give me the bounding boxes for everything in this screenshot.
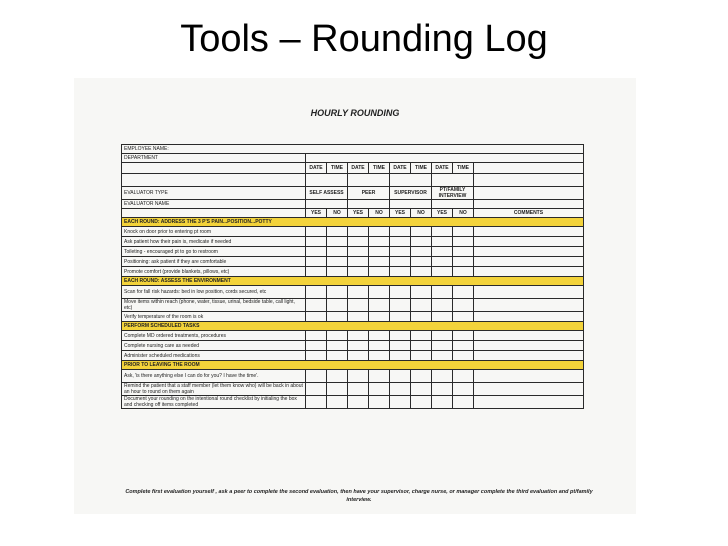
yes-checkbox[interactable] bbox=[390, 286, 411, 299]
checklist-item: Administer scheduled medications bbox=[122, 351, 306, 361]
no-checkbox[interactable] bbox=[411, 257, 432, 267]
checklist-item: Ask patient how their pain is, medicate if needed bbox=[122, 237, 306, 247]
yes-checkbox[interactable] bbox=[390, 396, 411, 409]
yes-checkbox[interactable] bbox=[306, 383, 327, 396]
no-checkbox[interactable] bbox=[369, 383, 390, 396]
yes-checkbox[interactable] bbox=[306, 286, 327, 299]
checklist-item: Verify temperature of the room is ok bbox=[122, 312, 306, 322]
yes-checkbox[interactable] bbox=[306, 331, 327, 341]
yes-checkbox[interactable] bbox=[390, 237, 411, 247]
date-time-field[interactable] bbox=[348, 174, 390, 187]
no-checkbox[interactable] bbox=[369, 370, 390, 383]
yes-checkbox[interactable] bbox=[432, 247, 453, 257]
yes-checkbox[interactable] bbox=[390, 257, 411, 267]
no-checkbox[interactable] bbox=[453, 331, 474, 341]
yes-checkbox[interactable] bbox=[432, 396, 453, 409]
no-checkbox[interactable] bbox=[411, 237, 432, 247]
no-checkbox[interactable] bbox=[411, 299, 432, 312]
yes-checkbox[interactable] bbox=[306, 351, 327, 361]
yes-checkbox[interactable] bbox=[348, 351, 369, 361]
no-checkbox[interactable] bbox=[453, 247, 474, 257]
no-checkbox[interactable] bbox=[453, 370, 474, 383]
checklist-item: Toileting - encouraged pt to go to restroom bbox=[122, 247, 306, 257]
yes-checkbox[interactable] bbox=[432, 267, 453, 277]
yes-checkbox[interactable] bbox=[432, 331, 453, 341]
date-time-field[interactable] bbox=[390, 174, 432, 187]
evaluator-name-field[interactable] bbox=[306, 200, 348, 209]
time-header: TIME bbox=[411, 163, 432, 174]
comments-field[interactable] bbox=[474, 267, 584, 277]
section-header: PERFORM SCHEDULED TASKS bbox=[122, 322, 584, 331]
department-label: DEPARTMENT bbox=[122, 154, 306, 163]
no-checkbox[interactable] bbox=[327, 331, 348, 341]
no-checkbox[interactable] bbox=[327, 247, 348, 257]
no-checkbox[interactable] bbox=[327, 299, 348, 312]
blank-cell bbox=[474, 187, 584, 200]
no-checkbox[interactable] bbox=[411, 331, 432, 341]
supervisor-header: SUPERVISOR bbox=[390, 187, 432, 200]
time-header: TIME bbox=[453, 163, 474, 174]
yes-checkbox[interactable] bbox=[432, 257, 453, 267]
evaluator-name-field[interactable] bbox=[432, 200, 474, 209]
no-checkbox[interactable] bbox=[369, 396, 390, 409]
no-header: NO bbox=[411, 209, 432, 218]
evaluator-name-label: EVALUATOR NAME bbox=[122, 200, 306, 209]
no-checkbox[interactable] bbox=[327, 267, 348, 277]
yes-checkbox[interactable] bbox=[432, 237, 453, 247]
section-header: EACH ROUND: ADDRESS THE 3 P'S PAIN...POSITION...POTTY bbox=[122, 218, 584, 227]
yes-checkbox[interactable] bbox=[306, 396, 327, 409]
evaluator-name-field[interactable] bbox=[390, 200, 432, 209]
checklist-row bbox=[122, 286, 584, 299]
yes-checkbox[interactable] bbox=[348, 267, 369, 277]
employee-name-label: EMPLOYEE NAME: bbox=[122, 145, 584, 154]
no-checkbox[interactable] bbox=[411, 351, 432, 361]
yes-checkbox[interactable] bbox=[306, 370, 327, 383]
yes-checkbox[interactable] bbox=[390, 351, 411, 361]
no-checkbox[interactable] bbox=[453, 227, 474, 237]
no-checkbox[interactable] bbox=[369, 341, 390, 351]
blank-cell bbox=[122, 209, 306, 218]
blank-cell bbox=[474, 174, 584, 187]
checklist-row bbox=[122, 299, 584, 312]
no-checkbox[interactable] bbox=[411, 247, 432, 257]
checklist-row bbox=[122, 370, 584, 383]
no-checkbox[interactable] bbox=[411, 312, 432, 322]
checklist-item: Positioning: ask patient if they are comfortable bbox=[122, 257, 306, 267]
blank-cell bbox=[122, 163, 306, 174]
yes-checkbox[interactable] bbox=[348, 299, 369, 312]
blank-cell bbox=[474, 163, 584, 174]
yes-checkbox[interactable] bbox=[390, 247, 411, 257]
yes-checkbox[interactable] bbox=[306, 341, 327, 351]
department-field[interactable] bbox=[306, 154, 584, 163]
no-checkbox[interactable] bbox=[453, 351, 474, 361]
no-checkbox[interactable] bbox=[369, 227, 390, 237]
yes-header: YES bbox=[390, 209, 411, 218]
yes-checkbox[interactable] bbox=[390, 312, 411, 322]
comments-field[interactable] bbox=[474, 351, 584, 361]
checklist-row bbox=[122, 257, 584, 267]
no-checkbox[interactable] bbox=[369, 331, 390, 341]
no-checkbox[interactable] bbox=[411, 396, 432, 409]
date-header: DATE bbox=[348, 163, 369, 174]
comments-field[interactable] bbox=[474, 341, 584, 351]
yes-checkbox[interactable] bbox=[348, 312, 369, 322]
yes-checkbox[interactable] bbox=[306, 247, 327, 257]
no-checkbox[interactable] bbox=[369, 257, 390, 267]
no-checkbox[interactable] bbox=[453, 396, 474, 409]
evaluator-type-label: EVALUATOR TYPE bbox=[122, 187, 306, 200]
date-header: DATE bbox=[432, 163, 453, 174]
yes-checkbox[interactable] bbox=[432, 312, 453, 322]
peer-header: PEER bbox=[348, 187, 390, 200]
comments-field[interactable] bbox=[474, 247, 584, 257]
checklist-row bbox=[122, 267, 584, 277]
yes-checkbox[interactable] bbox=[348, 247, 369, 257]
no-checkbox[interactable] bbox=[327, 227, 348, 237]
checklist-row bbox=[122, 312, 584, 322]
evaluator-name-field[interactable] bbox=[348, 200, 390, 209]
checklist-row bbox=[122, 351, 584, 361]
comments-header: COMMENTS bbox=[474, 209, 584, 218]
yes-checkbox[interactable] bbox=[348, 383, 369, 396]
section-header: EACH ROUND: ASSESS THE ENVIRONMENT bbox=[122, 277, 584, 286]
no-header: NO bbox=[369, 209, 390, 218]
no-checkbox[interactable] bbox=[453, 237, 474, 247]
no-checkbox[interactable] bbox=[327, 257, 348, 267]
no-checkbox[interactable] bbox=[327, 286, 348, 299]
yes-checkbox[interactable] bbox=[348, 237, 369, 247]
no-checkbox[interactable] bbox=[369, 247, 390, 257]
no-header: NO bbox=[327, 209, 348, 218]
no-checkbox[interactable] bbox=[327, 341, 348, 351]
yes-checkbox[interactable] bbox=[348, 257, 369, 267]
date-header: DATE bbox=[390, 163, 411, 174]
no-checkbox[interactable] bbox=[369, 237, 390, 247]
yes-checkbox[interactable] bbox=[432, 370, 453, 383]
yes-checkbox[interactable] bbox=[306, 312, 327, 322]
yes-checkbox[interactable] bbox=[390, 267, 411, 277]
no-checkbox[interactable] bbox=[369, 286, 390, 299]
self-assess-header: SELF ASSESS bbox=[306, 187, 348, 200]
yes-checkbox[interactable] bbox=[348, 227, 369, 237]
no-checkbox[interactable] bbox=[453, 286, 474, 299]
checklist-row bbox=[122, 237, 584, 247]
section-header: PRIOR TO LEAVING THE ROOM bbox=[122, 361, 584, 370]
checklist-item: Move items within reach (phone, water, tissue, urinal, bedside table, call light, etc) bbox=[122, 299, 306, 312]
comments-field[interactable] bbox=[474, 383, 584, 396]
comments-field[interactable] bbox=[474, 227, 584, 237]
yes-header: YES bbox=[306, 209, 327, 218]
yes-checkbox[interactable] bbox=[348, 370, 369, 383]
yes-checkbox[interactable] bbox=[348, 331, 369, 341]
comments-field[interactable] bbox=[474, 257, 584, 267]
comments-field[interactable] bbox=[474, 312, 584, 322]
yes-checkbox[interactable] bbox=[390, 299, 411, 312]
no-checkbox[interactable] bbox=[327, 383, 348, 396]
time-header: TIME bbox=[369, 163, 390, 174]
no-checkbox[interactable] bbox=[411, 267, 432, 277]
checklist-row bbox=[122, 227, 584, 237]
no-checkbox[interactable] bbox=[327, 370, 348, 383]
yes-checkbox[interactable] bbox=[432, 286, 453, 299]
yes-checkbox[interactable] bbox=[390, 383, 411, 396]
yes-checkbox[interactable] bbox=[306, 237, 327, 247]
date-header: DATE bbox=[306, 163, 327, 174]
comments-field[interactable] bbox=[474, 286, 584, 299]
checklist-item: Promote comfort (provide blankets, pillows, etc) bbox=[122, 267, 306, 277]
yes-checkbox[interactable] bbox=[306, 267, 327, 277]
comments-field[interactable] bbox=[474, 237, 584, 247]
checklist-item: Ask, 'is there anything else I can do for you? I have the time'. bbox=[122, 370, 306, 383]
date-time-field[interactable] bbox=[432, 174, 474, 187]
comments-field[interactable] bbox=[474, 370, 584, 383]
yes-checkbox[interactable] bbox=[390, 370, 411, 383]
no-checkbox[interactable] bbox=[411, 286, 432, 299]
yes-checkbox[interactable] bbox=[306, 257, 327, 267]
yes-checkbox[interactable] bbox=[390, 341, 411, 351]
slide-title: Tools – Rounding Log bbox=[180, 18, 548, 60]
blank-cell bbox=[474, 200, 584, 209]
no-checkbox[interactable] bbox=[453, 299, 474, 312]
no-checkbox[interactable] bbox=[453, 267, 474, 277]
yes-header: YES bbox=[432, 209, 453, 218]
form-instructions: Complete first evaluation yourself , ask a peer to complete the second evaluation, then have your supervisor, charge nurse, or manager complete the third evaluation and pt/family interview. bbox=[125, 489, 593, 503]
comments-field[interactable] bbox=[474, 299, 584, 312]
no-checkbox[interactable] bbox=[453, 341, 474, 351]
blank-cell bbox=[122, 174, 306, 187]
checklist-item: Knock on door prior to entering pt room bbox=[122, 227, 306, 237]
yes-checkbox[interactable] bbox=[432, 351, 453, 361]
no-checkbox[interactable] bbox=[369, 267, 390, 277]
no-checkbox[interactable] bbox=[453, 312, 474, 322]
yes-checkbox[interactable] bbox=[390, 331, 411, 341]
no-checkbox[interactable] bbox=[411, 370, 432, 383]
no-checkbox[interactable] bbox=[411, 227, 432, 237]
checklist-row bbox=[122, 331, 584, 341]
no-header: NO bbox=[453, 209, 474, 218]
no-checkbox[interactable] bbox=[369, 351, 390, 361]
no-checkbox[interactable] bbox=[411, 341, 432, 351]
yes-checkbox[interactable] bbox=[348, 286, 369, 299]
checklist-item: Complete MD ordered treatments, procedures bbox=[122, 331, 306, 341]
checklist-row bbox=[122, 383, 584, 396]
yes-checkbox[interactable] bbox=[432, 227, 453, 237]
yes-checkbox[interactable] bbox=[348, 341, 369, 351]
no-checkbox[interactable] bbox=[327, 351, 348, 361]
no-checkbox[interactable] bbox=[453, 257, 474, 267]
scanned-form-image bbox=[74, 78, 636, 514]
yes-checkbox[interactable] bbox=[306, 227, 327, 237]
yes-checkbox[interactable] bbox=[348, 396, 369, 409]
yes-checkbox[interactable] bbox=[432, 299, 453, 312]
yes-checkbox[interactable] bbox=[432, 383, 453, 396]
yes-checkbox[interactable] bbox=[390, 227, 411, 237]
no-checkbox[interactable] bbox=[327, 237, 348, 247]
checklist-item: Document your rounding on the intentional round checklist by initialing the box and checking off items completed bbox=[122, 396, 306, 409]
yes-checkbox[interactable] bbox=[306, 299, 327, 312]
checklist-item: Complete nursing care as needed bbox=[122, 341, 306, 351]
comments-field[interactable] bbox=[474, 396, 584, 409]
pt-family-header: PT/FAMILY INTERVIEW bbox=[432, 187, 474, 200]
no-checkbox[interactable] bbox=[453, 383, 474, 396]
no-checkbox[interactable] bbox=[369, 299, 390, 312]
checklist-row bbox=[122, 341, 584, 351]
date-time-field[interactable] bbox=[306, 174, 348, 187]
rounding-checklist-table bbox=[121, 144, 584, 409]
form-title: HOURLY ROUNDING bbox=[310, 108, 400, 118]
yes-checkbox[interactable] bbox=[432, 341, 453, 351]
time-header: TIME bbox=[327, 163, 348, 174]
no-checkbox[interactable] bbox=[411, 383, 432, 396]
no-checkbox[interactable] bbox=[327, 396, 348, 409]
checklist-item: Remind the patient that a staff member (let them know who) will be back in about an hour to round on them again bbox=[122, 383, 306, 396]
checklist-item: Scan for fall risk hazards: bed in low position, cords secured, etc bbox=[122, 286, 306, 299]
checklist-row bbox=[122, 396, 584, 409]
no-checkbox[interactable] bbox=[327, 312, 348, 322]
yes-header: YES bbox=[348, 209, 369, 218]
checklist-row bbox=[122, 247, 584, 257]
no-checkbox[interactable] bbox=[369, 312, 390, 322]
comments-field[interactable] bbox=[474, 331, 584, 341]
